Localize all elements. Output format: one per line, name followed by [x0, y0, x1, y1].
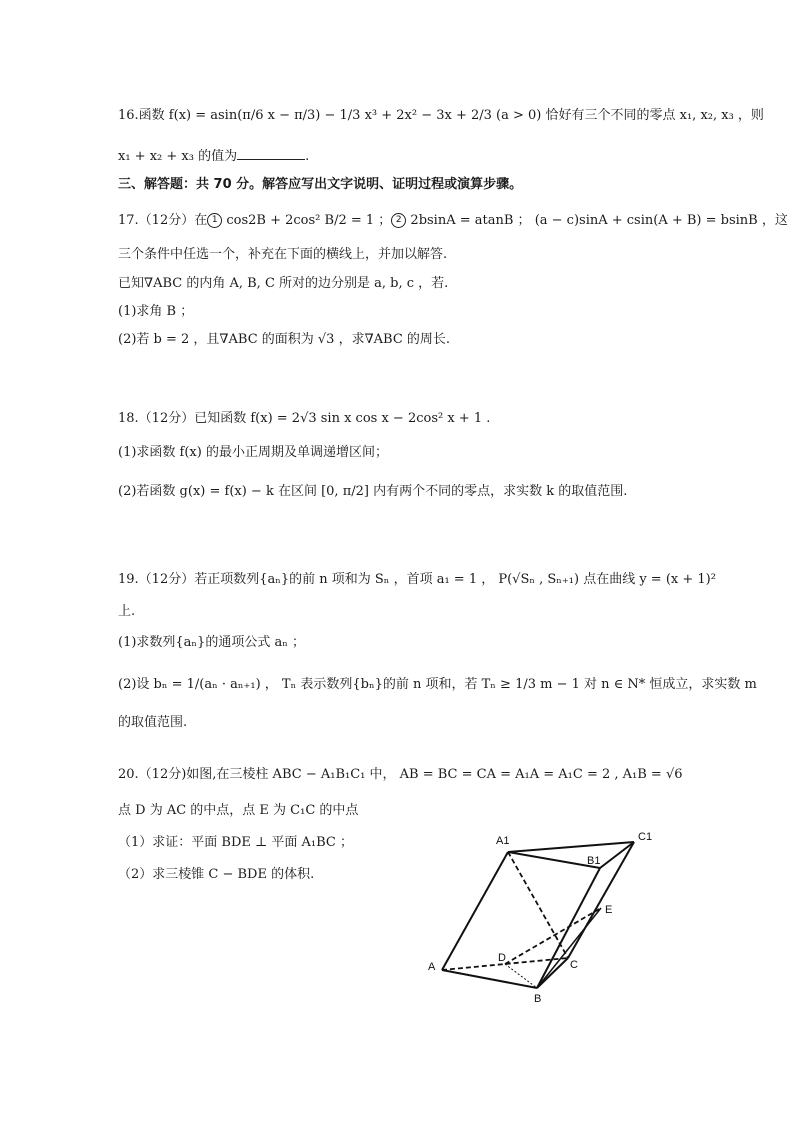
q18-line-1: 18.（12分）已知函数 f(x) = 2√3 sin x cos x − 2cos² x + 1 . [118, 411, 491, 426]
q17-condition-2: 2bsinA = atanB ； [410, 213, 531, 228]
section-heading: 三、解答题：共 70 分。解答应写出文字说明、证明过程或演算步骤。 [118, 177, 523, 192]
edge-b1-c1 [600, 842, 634, 868]
label-a1: A1 [496, 835, 510, 847]
circled-number-2: 2 [391, 213, 406, 228]
q17-part-2: (2)若 b = 2 ，且∇ABC 的面积为 √3 ，求∇ABC 的周长. [118, 332, 451, 347]
q17-line-3: 已知∇ABC 的内角 A, B, C 所对的边分别是 a, b, c ，若. [118, 276, 449, 291]
q20-part-1: （1）求证：平面 BDE ⊥ 平面 A₁BC ； [118, 835, 353, 850]
segment-a1-c [508, 852, 568, 958]
q17-part-1: (1)求角 B ； [118, 304, 194, 319]
q16-answer-suffix: . [305, 149, 310, 164]
label-b: B [534, 993, 542, 1005]
q19-part-2: (2)设 bₙ = 1/(aₙ · aₙ₊₁) ， Tₙ 表示数列{bₙ}的前 n 项和，若 Tₙ ≥ 1/3 m − 1 对 n ∈ N* 恒成立，求实数 m [118, 677, 757, 692]
q16-line-2 [118, 147, 309, 166]
answer-blank [237, 147, 305, 160]
q20-part-2: （2）求三棱锥 C − BDE 的体积. [118, 867, 315, 882]
edge-c-c1 [568, 842, 634, 958]
label-c1: C1 [638, 831, 653, 843]
q19-part-1: (1)求数列{aₙ}的通项公式 aₙ ； [118, 635, 305, 650]
label-b1: B1 [587, 855, 601, 867]
q18-part-1: (1)求函数 f(x) 的最小正周期及单调递增区间； [118, 445, 388, 460]
q16-line-1: 16.函数 f(x) = asin(π/6 x − π/3) − 1/3 x³ + 2x² − 3x + 2/3 (a > 0) 恰好有三个不同的零点 x₁, x₂, x₃ ，则 [118, 108, 764, 123]
label-c: C [570, 959, 578, 971]
edge-a-b [442, 970, 537, 988]
q17-intro: 17.（12分）在 [118, 213, 208, 228]
q19-line-1: 19.（12分）若正项数列{aₙ}的前 n 项和为 Sₙ ，首项 a₁ = 1 ， P(√Sₙ , Sₙ₊₁) 点在曲线 y = (x + 1)² [118, 572, 716, 587]
q17-condition-1: cos2B + 2cos² B/2 = 1 ； [226, 213, 392, 228]
q17-condition-3: (a − c)sinA + csin(A + B) = bsinB ，这 [534, 213, 788, 228]
label-d: D [498, 952, 506, 964]
label-a: A [428, 961, 436, 973]
segment-b-e [537, 908, 601, 988]
prism-figure [420, 822, 660, 1012]
q19-line-2: 上. [118, 604, 136, 619]
q17-line-1 [118, 212, 788, 230]
q20-line-1: 20.（12分)如图,在三棱柱 ABC − A₁B₁C₁ 中， AB = BC = CA = A₁A = A₁C = 2 , A₁B = √6 [118, 767, 683, 782]
q16-answer-prefix: x₁ + x₂ + x₃ 的值为 [118, 149, 238, 164]
edge-a1-c1 [508, 842, 634, 852]
label-e: E [605, 904, 613, 916]
circled-number-1: 1 [207, 213, 222, 228]
edge-b-c [537, 958, 568, 988]
q18-part-2: (2)若函数 g(x) = f(x) − k 在区间 [0, π/2] 内有两个不同的零点，求实数 k 的取值范围. [118, 484, 628, 499]
q19-part-2b: 的取值范围. [118, 715, 188, 730]
q17-line-2: 三个条件中任选一个，补充在下面的横线上，并加以解答. [118, 247, 448, 262]
q20-line-2: 点 D 为 AC 的中点，点 E 为 C₁C 的中点 [118, 803, 359, 818]
